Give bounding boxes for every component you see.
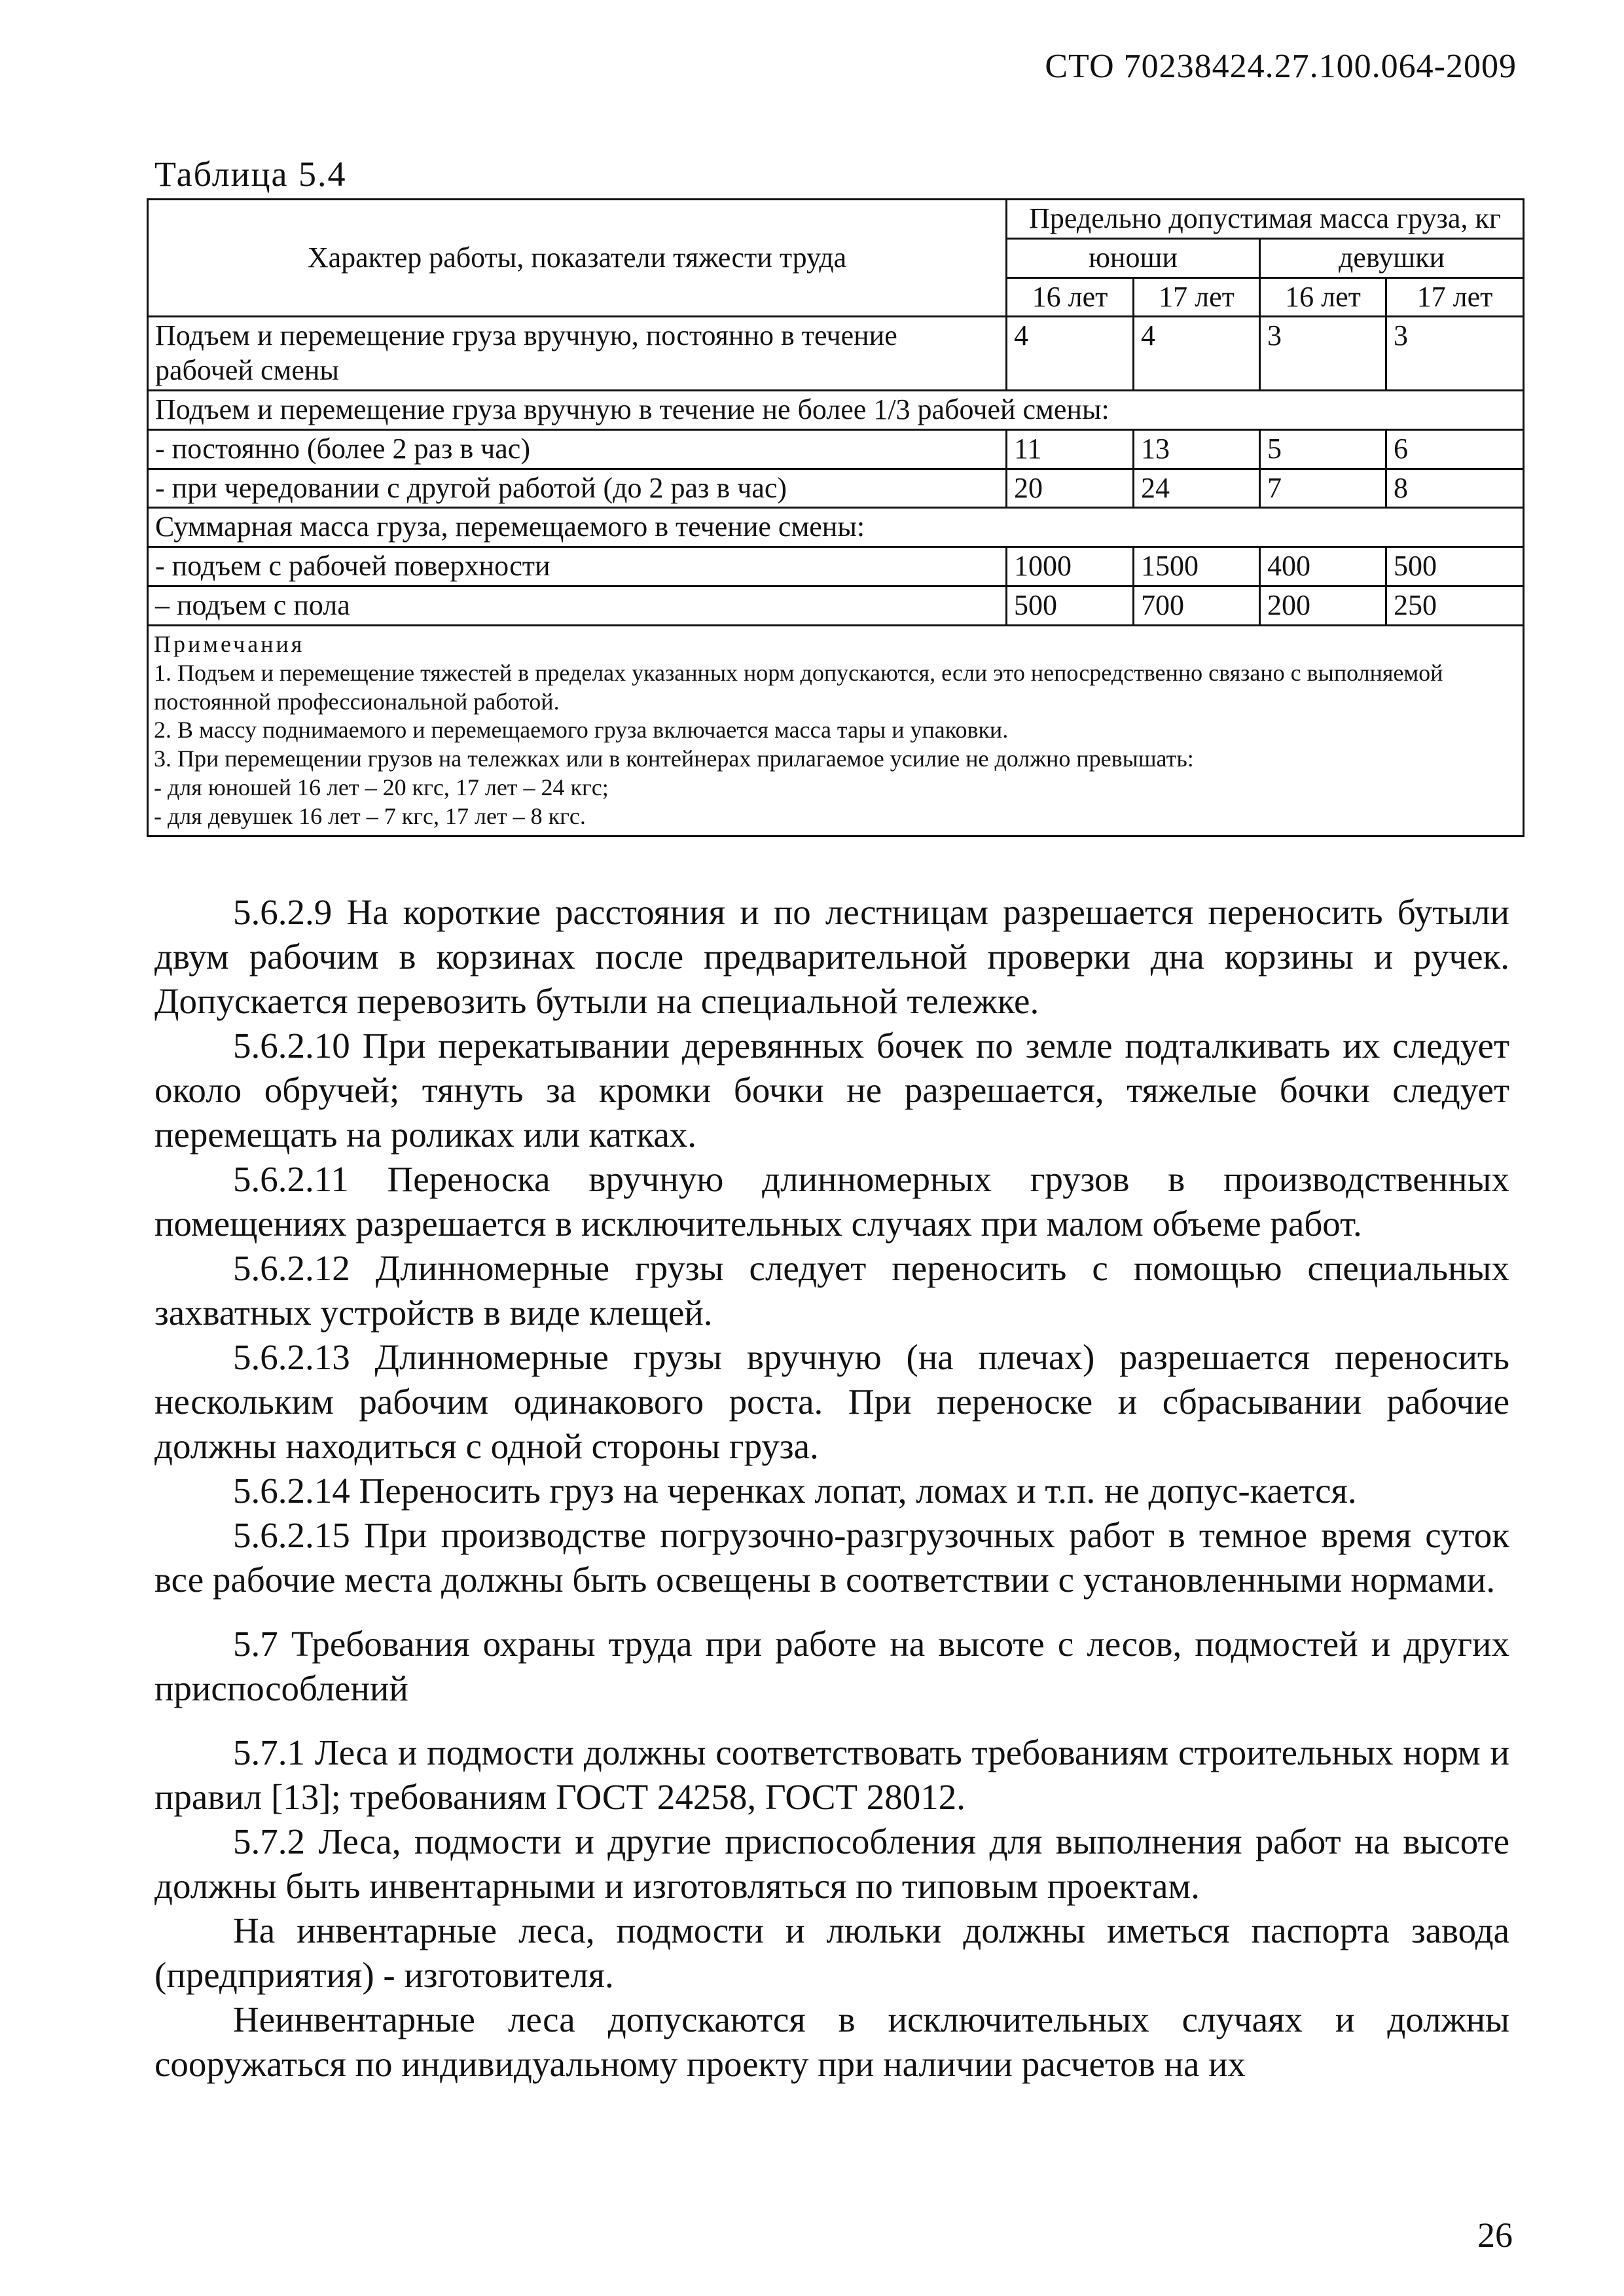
note-line: 3. При перемещении грузов на тележках или в контейнерах прилагаемое усилие не должно превышать: <box>154 745 1194 772</box>
paragraph-5-6-2-14: 5.6.2.14 Переносить груз на черенках лопат, ломах и т.п. не допус-кается. <box>233 1471 1357 1511</box>
value-cell: 6 <box>1386 429 1524 469</box>
paragraph-5-7-1: 5.7.1 Леса и подмости должны соответствовать требованиям строительных норм и правил [13]; требованиям ГОСТ 24258, ГОСТ 28012. <box>154 1732 1509 1817</box>
header-girls: девушки <box>1260 238 1524 278</box>
section-label: Подъем и перемещение груза вручную в течение не более 1/3 рабочей смены: <box>148 390 1524 429</box>
value-cell: 3 <box>1386 317 1524 391</box>
value-cell: 5 <box>1260 429 1386 469</box>
value-cell: 4 <box>1134 317 1260 391</box>
paragraph-5-6-2-11: 5.6.2.11 Переноска вручную длинномерных грузов в производственных помещениях разрешается в исключительных случаях при малом объеме работ. <box>154 1159 1509 1244</box>
value-cell: 13 <box>1134 429 1260 469</box>
row-label: – подъем с пола <box>148 586 1007 625</box>
table-section-row <box>148 390 1524 429</box>
row-label: - подъем с рабочей поверхности <box>148 547 1007 586</box>
note-line: - для юношей 16 лет – 20 кгс, 17 лет – 24 кгс; <box>154 774 609 801</box>
table-notes-row <box>148 625 1524 836</box>
value-cell: 400 <box>1260 547 1386 586</box>
body-text <box>154 890 1509 2087</box>
section-heading-5-7: 5.7 Требования охраны труда при работе на высоте с лесов, подмостей и других приспособлений <box>154 1624 1509 1708</box>
section-label: Суммарная масса груза, перемещаемого в течение смены: <box>148 508 1524 547</box>
value-cell: 200 <box>1260 586 1386 625</box>
table-row <box>148 586 1524 625</box>
value-cell: 250 <box>1386 586 1524 625</box>
paragraph-non-inventory-scaffolds: Неинвентарные леса допускаются в исключительных случаях и должны сооружаться по индивидуальному проекту при наличии расчетов на их <box>154 2000 1509 2084</box>
header-age-girls-17: 17 лет <box>1386 278 1524 317</box>
norms-table <box>147 198 1525 837</box>
header-work-character: Характер работы, показатели тяжести труда <box>148 200 1007 317</box>
table-section-row <box>148 508 1524 547</box>
table-row <box>148 547 1524 586</box>
header-age-boys-17: 17 лет <box>1134 278 1260 317</box>
value-cell: 24 <box>1134 469 1260 508</box>
table-row <box>148 429 1524 469</box>
table-notes <box>148 625 1524 836</box>
paragraph-5-6-2-10: 5.6.2.10 При перекатывании деревянных бочек по земле подталкивать их следует около обручей; тянуть за кромки бочки не разрешается, тяжелые бочки следует перемещать на роликах или катках. <box>154 1026 1509 1155</box>
value-cell: 1500 <box>1134 547 1260 586</box>
document-code: СТО 70238424.27.100.064-2009 <box>1045 48 1517 85</box>
norms-table-container <box>147 198 1523 837</box>
value-cell: 500 <box>1007 586 1134 625</box>
row-label: - при чередовании с другой работой (до 2 раз в час) <box>148 469 1007 508</box>
note-line: - для девушек 16 лет – 7 кгс, 17 лет – 8 кгс. <box>154 803 586 830</box>
paragraph-5-6-2-12: 5.6.2.12 Длинномерные грузы следует переносить с помощью специальных захватных устройств в виде клещей. <box>154 1248 1509 1333</box>
paragraph-5-6-2-13: 5.6.2.13 Длинномерные грузы вручную (на плечах) разрешается переносить нескольким рабочим одинакового роста. При переноске и сбрасывании рабочие должны находиться с одной стороны груза. <box>154 1337 1509 1466</box>
header-boys: юноши <box>1007 238 1260 278</box>
note-line: 2. В массу поднимаемого и перемещаемого груза включается масса тары и упаковки. <box>154 717 1009 744</box>
value-cell: 8 <box>1386 469 1524 508</box>
notes-title: Примечания <box>154 630 305 657</box>
value-cell: 1000 <box>1007 547 1134 586</box>
row-label: Подъем и перемещение груза вручную, постоянно в течение рабочей смены <box>148 317 1007 391</box>
header-age-girls-16: 16 лет <box>1260 278 1386 317</box>
table-row <box>148 469 1524 508</box>
value-cell: 20 <box>1007 469 1134 508</box>
value-cell: 4 <box>1007 317 1134 391</box>
page-number: 26 <box>1477 2215 1513 2255</box>
note-line: 1. Подъем и перемещение тяжестей в пределах указанных норм допускаются, если это непосредственно связано с выполняемой постоянной профессиональной работой. <box>154 659 1443 715</box>
header-age-boys-16: 16 лет <box>1007 278 1134 317</box>
value-cell: 11 <box>1007 429 1134 469</box>
paragraph-5-7-2: 5.7.2 Леса, подмости и другие приспособления для выполнения работ на высоте должны быть инвентарными и изготовляться по типовым проектам. <box>154 1821 1509 1906</box>
value-cell: 3 <box>1260 317 1386 391</box>
row-label: - постоянно (более 2 раз в час) <box>148 429 1007 469</box>
table-caption: Таблица 5.4 <box>154 154 347 194</box>
value-cell: 500 <box>1386 547 1524 586</box>
table-row <box>148 317 1524 391</box>
header-max-mass: Предельно допустимая масса груза, кг <box>1007 200 1524 239</box>
paragraph-5-6-2-15: 5.6.2.15 При производстве погрузочно-разгрузочных работ в темное время суток все рабочие места должны быть освещены в соответствии с установленными нормами. <box>154 1515 1509 1600</box>
paragraph-5-6-2-9: 5.6.2.9 На короткие расстояния и по лестницам разрешается переносить бутыли двум рабочим в корзинах после предварительной проверки дна корзины и ручек. Допускается перевозить бутыли на специальной тележке. <box>154 892 1509 1021</box>
value-cell: 700 <box>1134 586 1260 625</box>
paragraph-inventory-scaffolds: На инвентарные леса, подмости и люльки должны иметься паспорта завода (предприятия) - изготовителя. <box>154 1910 1509 1995</box>
value-cell: 7 <box>1260 469 1386 508</box>
